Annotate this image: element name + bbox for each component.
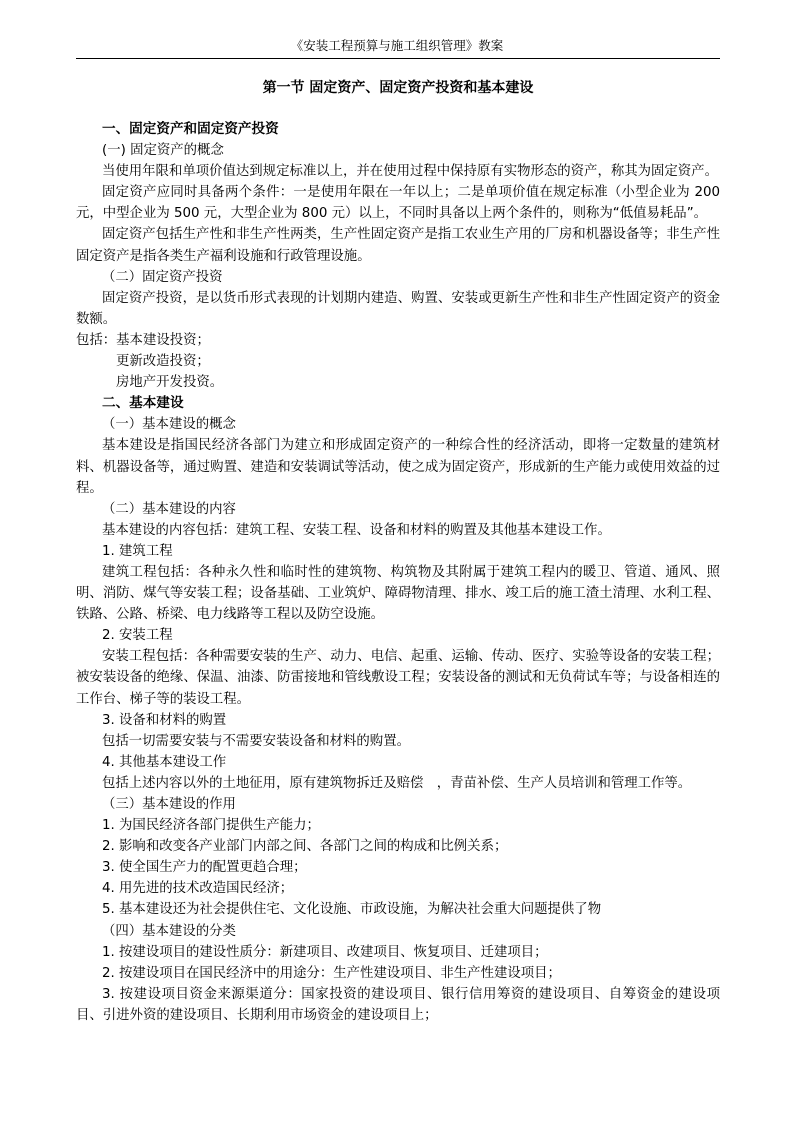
subheading-construction-concept: （一）基本建设的概念: [102, 417, 236, 433]
subheading-construction-content: （二）基本建设的内容: [102, 501, 236, 517]
list-item: 4. 用先进的技术改造国民经济；: [102, 881, 294, 897]
header-divider: [76, 58, 720, 59]
list-item: 3. 使全国生产力的配置更趋合理；: [102, 860, 307, 876]
paragraph: 固定资产应同时具备两个条件：一是使用年限在一年以上；二是单项价值在规定标准（小型企业为 200 元，中型企业为 500 元，大型企业为 800 元）以上，不同时具备以上两个条件的，则称为“低值易耗品”。: [76, 185, 720, 222]
list-item: 5. 基本建设还为社会提供住宅、文化设施、市政设施，为解决社会重大问题提供了物: [102, 902, 602, 918]
list-item: 更新改造投资；: [116, 354, 210, 370]
subheading-construction-role: （三）基本建设的作用: [102, 797, 236, 812]
document-body: [76, 119, 720, 1026]
heading-fixed-assets-and-investment: 一、固定资产和固定资产投资: [102, 121, 279, 137]
paragraph: 建筑工程包括：各种永久性和临时性的建筑物、构筑物及其附属于建筑工程内的暖卫、管道、通风、照明、消防、煤气等安装工程；设备基础、工业筑炉、障碍物清理、排水、竣工后的施工渣土清理、水利工程、铁路、公路、桥梁、电力线路等工程以及防空设施。: [76, 564, 720, 623]
list-item: 3. 按建设项目资金来源渠道分：国家投资的建设项目、银行信用筹资的建设项目、自筹资金的建设项目、引进外资的建设项目、长期利用市场资金的建设项目上；: [76, 986, 720, 1023]
paragraph: 固定资产投资，是以货币形式表现的计划期内建造、购置、安装或更新生产性和非生产性固定资产的资金数额。: [76, 290, 720, 327]
paragraph: 包括一切需要安装与不需要安装设备和材料的购置。: [102, 733, 410, 749]
item-heading: 2. 安装工程: [102, 628, 173, 644]
item-heading: 4. 其他基本建设工作: [102, 754, 227, 770]
item-heading: 3. 设备和材料的购置: [102, 712, 227, 728]
page-header: 《安装工程预算与施工组织管理》教案: [290, 38, 504, 53]
paragraph: 当使用年限和单项价值达到规定标准以上，并在使用过程中保持原有实物形态的资产，称其为固定资产。: [102, 164, 718, 180]
list-item: 2. 影响和改变各产业部门内部之间、各部门之间的构成和比例关系；: [102, 839, 508, 855]
list-item: 1. 按建设项目的建设性质分：新建项目、改建项目、恢复项目、迁建项目；: [102, 944, 548, 960]
list-item: 2. 按建设项目在国民经济中的用途分：生产性建设项目、非生产性建设项目；: [102, 965, 561, 981]
paragraph: 包括上述内容以外的土地征用，原有建筑物拆迁及赔偿 ，青苗补偿、生产人员培训和管理工作等。: [102, 775, 692, 791]
item-heading: 1. 建筑工程: [102, 543, 173, 559]
paragraph: 安装工程包括：各种需要安装的生产、动力、电信、起重、运输、传动、医疗、实验等设备的安装工程；被安装设备的绝缘、保温、油漆、防雷接地和管线敷设工程；安装设备的测试和无负荷试车等；与设备相连的工作台、梯子等的装设工程。: [76, 649, 720, 707]
heading-capital-construction: 二、基本建设: [102, 395, 184, 412]
subheading-construction-classification: （四）基本建设的分类: [102, 923, 236, 939]
paragraph: 基本建设是指国民经济各部门为建立和形成固定资产的一种综合性的经济活动，即将一定数量的建筑材料、机器设备等，通过购置、建造和安装调试等活动，使之成为固定资产，形成新的生产能力或使用效益的过程。: [76, 438, 720, 496]
list-item: 包括：基本建设投资；: [76, 332, 210, 348]
section-title: 第一节 固定资产、固定资产投资和基本建设: [262, 80, 534, 96]
paragraph: 基本建设的内容包括：建筑工程、安装工程、设备和材料的购置及其他基本建设工作。: [102, 522, 611, 538]
list-item: 房地产开发投资。: [116, 375, 224, 391]
subheading-fixed-asset-concept: (一) 固定资产的概念: [102, 143, 224, 159]
paragraph: 固定资产包括生产性和非生产性两类，生产性固定资产是指工农业生产用的厂房和机器设备等；非生产性固定资产是指各类生产福利设施和行政管理设施。: [76, 227, 720, 264]
list-item: 1. 为国民经济各部门提供生产能力；: [102, 818, 320, 834]
subheading-fixed-asset-investment: （二）固定资产投资: [102, 269, 223, 285]
